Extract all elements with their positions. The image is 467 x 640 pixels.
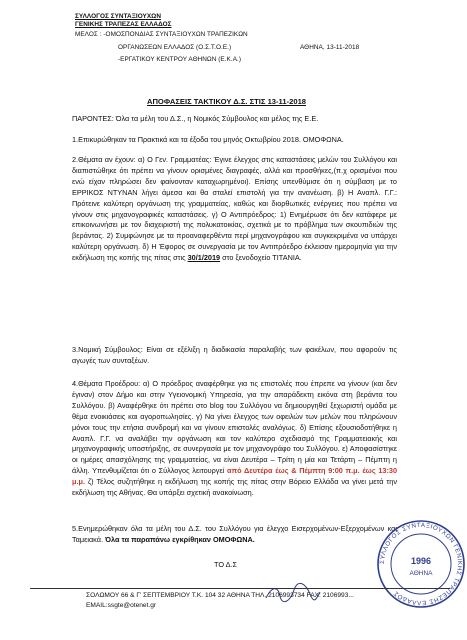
bank-name: ΓΕΝΙΚΗΣ ΤΡΑΠΕΖΑΣ ΕΛΛΑΔΟΣ: [75, 21, 172, 28]
item-2-venue: στο ξενοδοχείο ΤΙΤΑΝΙΑ.: [220, 253, 302, 263]
item-4-paragraph: [72, 379, 397, 499]
approval-note: Όλα τα παραπάνω εγκρίθηκαν ΟΜΟΦΩΝΑ.: [105, 534, 255, 544]
item-4-text: 4.Θέματα Προέδρου: α) Ο πρόεδρος αναφέρθηκε για τις επιστολές που έπρεπε να γίνουν (και δεν έγιναν) στον Δήμο και στην Υγειονομική Υπηρεσία, για την απαράδεκτη εικόνα στη βεράντα του Συλλόγου. β) Αναφέρθηκε ότι πρέπει στο blog του Συλλόγου να δημιουργηθεί ξεχωριστή ομάδα με θέμα ενοικιάσεις και αγοροπωλησίες. γ) Να γίνει έλεγχος των οφειλών των μελών που πληρώνουν μόνοι τους την ετήσια συνδρομή και να γίνουν επιστολές αναλόγως. δ) Επίσης εξουσιοδοτήθηκε η Αναπλ. Γ.Γ. να αναλάβει την οργάνωση και τον καλύτερο σχεδιασμό της Γραμματειακής και μηχανογραφικής υποστήριξης, σε συνεργασία με τον μηχανογράφο του Συλλόγου. ε) Αποφασίστηκε οι ημέρες απασχόλησης της γραμματείας, να είναι Δευτέρα – Τρίτη η μία και Τετάρτη – Πέμπτη η άλλη. Υπενθυμίζεται ότι ο Σύλλογος λειτουργεί: [72, 379, 397, 476]
membership-sub: ΟΡΓΑΝΩΣΕΩΝ ΕΛΛΑΔΟΣ (Ο.Σ.Τ.Ο.Ε.): [118, 44, 232, 51]
stamp-city: ΑΘΗΝΑ: [409, 570, 433, 577]
membership-line: ΜΕΛΟΣ : -ΟΜΟΣΠΟΝΔΙΑΣ ΣΥΝΤΑΞΙΟΥΧΩΝ ΤΡΑΠΕΖΙΚΩΝ: [75, 31, 248, 38]
item-5-paragraph: [72, 524, 397, 546]
stamp-year: 1996: [410, 556, 432, 566]
pita-event-date: 30/1/2019: [187, 253, 221, 263]
footer-email[interactable]: EMAIL:ssgte@otenet.gr: [86, 602, 157, 609]
document-date: ΑΘΗΝΑ, 13-11-2018: [300, 44, 360, 51]
stamp-ring-text: ΣΥΛΛΟΓΟΣ ΣΥΝΤΑΞΙΟΥΧΩΝ ΓΕΝΙΚΗΣ ΤΡΑΠΕΖΗΣ ΕΛΛΑΔΟΣ: [378, 521, 464, 607]
item-2-text: 2.Θέματα αν έχουν: α) Ο Γεν. Γραμματέας: Έγινε έλεγχος στις καταστάσεις μελών του Συλλόγου και διαπιστώθηκε ότι πρέπει να γίνουν ορισμένες διαγραφές, αλλά και προσθήκες,(π.χ ορισμένοι που ενώ είχαν πληρώσει δεν φαίνονταν καταχωρημένοι). Επίσης υπενθύμισε ότι η σύμβαση με το ΕΡΡΙΚΟΣ ΝΤΥΝΑΝ λήγει άμεσα και θα σταλεί επιστολή για την ανανέωση. β) Η Αναπλ. Γ.Γ.: Πρότεινε καλύτερη οργάνωση της γραμματείας, καθώς και διορθωτικές ενέργειες που πρέπει να γίνουν στις μηχανογραφικές καταστάσεις. γ) Ο Αντιπρόεδρος: 1) Ενημέρωσε ότι δεν κατάφερε με επικοινωνήσει με τον διαχειριστή της πολυκατοικίας, σχετικά με το πρόβλημα των σκουπιδιών της βεράντας. 2) Συμφώνησε με τα προαναφερθέντα περί μηχανογράφου και συγκεκριμένα να υπάρχει καλύτερη οργάνωση. δ) Η Έφορος σε συνεργασία με τον Αντιπρόεδρο έκλεισαν ημερομηνία για την εκδήλωση της κοπής της πίτας στις: [72, 155, 397, 263]
item-5-text: 5.Ενημερώθηκαν όλα τα μέλη του Δ.Σ. του Συλλόγου για έλεγχο Εισερχομένων-Εξερχομένων και Ταμειακά.: [72, 524, 397, 544]
item-1-paragraph: 1.Επικυρώθηκαν τα Πρακτικά και τα έξοδα του μηνός Οκτωβρίου 2018. ΟΜΟΦΩΝΑ.: [72, 135, 344, 144]
document-title: ΑΠΟΦΑΣΕΙΣ ΤΑΚΤΙΚΟΥ Δ.Σ. ΣΤΙΣ 13-11-2018: [146, 97, 307, 106]
signoff: ΤΟ Δ.Σ: [214, 560, 238, 569]
item-4-closing: ζ) Τέλος συζητήθηκε η εκδήλωση της κοπής της πίτας στην Βόρειο Ελλάδα να γίνει μετά την εκδήλωση της Αθήνας. Θα υπάρξει σχετική ανακοίνωση.: [72, 477, 397, 498]
org-name: ΣΥΛΛΟΓΟΣ ΣΥΝΤΑΞΙΟΥΧΩΝ: [75, 13, 162, 20]
item-2-paragraph: [72, 155, 397, 264]
attendees-paragraph: ΠΑΡΟΝΤΕΣ: Όλα τα μέλη του Δ.Σ., η Νομικός Σύμβουλος και μέλος της Ε.Ε.: [72, 114, 319, 123]
footer-address: ΣΟΛΩΜΟΥ 66 & Γ' ΣΕΠΤΕΜΒΡΙΟΥ Τ.Κ. 104 32 ΑΘΗΝΑ ΤΗΛ. 2106993734 FAX: 2106993...: [86, 592, 354, 599]
item-3-paragraph: 3.Νομική Σύμβουλος: Είναι σε εξέλιξη η διαδικασία παραλαβής των φακέλων, που αφορούν τις αγωγές των συνταξέων.: [72, 345, 397, 365]
office-hours: από Δευτέρα έως & Πέμπτη 9:00 π.μ. έως 13:30 μ.μ.: [72, 466, 397, 487]
membership-eka: -ΕΡΓΑΤΙΚΟΥ ΚΕΝΤΡΟΥ ΑΘΗΝΩΝ (Ε.Κ.Α.): [118, 56, 242, 63]
footer-divider: [30, 588, 450, 589]
association-stamp: [375, 518, 467, 610]
